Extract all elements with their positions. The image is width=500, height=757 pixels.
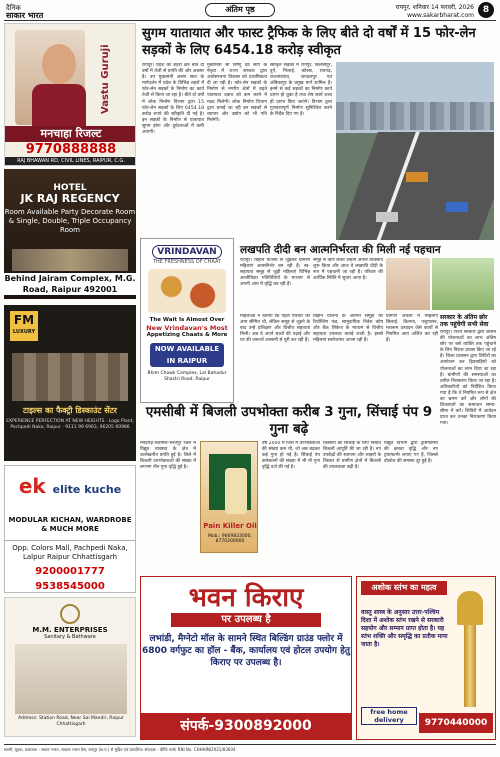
website-link[interactable]: www.sakarbharat.com <box>407 12 474 19</box>
imprint-footer: स्वामी, मुद्रक, प्रकाशक - सकार भारत, साकार भारत प्रेस, रायपुर (छ.ग.) से मुद्रित एवं प्रकाशित। संपादक - दीप्ति शर्मा। RNI No. CHHHIN/2021/83604 <box>4 744 496 752</box>
vrindavan-line-3: Appetizing Chaats & More <box>146 332 228 338</box>
vrindavan-address: Bhim Chowk Complex, Lal Bahadur Shastri Road, Raipur <box>147 371 227 382</box>
vrindavan-line-2: New Vrindavan's Most <box>146 324 228 332</box>
ashok-free-delivery: free home delivery <box>361 707 417 725</box>
masthead-daily: दैनिक <box>6 4 21 12</box>
side-story-headline: सरकार के अंतिम छोर तक पहुंचेगी सभी सेवा <box>440 314 489 328</box>
painkill-phone: Mob.: 9669833000, 8770200000 <box>208 534 252 544</box>
mm-name: M.M. ENTERPRISES <box>32 626 108 634</box>
story2-column-c: महिलाओं ने बताया कि पहले परिवार की आय सीमित थी, लेकिन समूह से जुड़ने के बाद उन्हें प्रशिक्षण और वित्तीय सहायता मिली। अब वे अपने बच्चों की पढ़ाई और घर की जरूरतें आसानी से पूरी कर रही हैं। <box>240 314 310 344</box>
vastu-face <box>42 44 76 84</box>
story3-headline: एमसीबी में बिजली उपभोक्ता करीब 3 गुना, सिंचाई पंप 9 गुना बढ़े <box>145 404 433 437</box>
hotel-rooms: Room Available Party Decorate Room & Single, Double, Triple Occupancy Room <box>4 208 136 234</box>
highway-car <box>376 212 398 222</box>
ad-vrindavan[interactable] <box>140 238 234 403</box>
vastu-phone: 9770888888 <box>25 142 117 157</box>
ad-hotel-jk-raj-regency[interactable] <box>4 169 136 299</box>
elite-logo-text: elite kuche <box>52 483 122 496</box>
ashok-phone: 9770440000 <box>419 713 493 733</box>
ad-elite-kuche[interactable] <box>4 465 136 593</box>
vrindavan-sub: THE FRESHNESS OF CHAAT <box>152 259 222 265</box>
vastu-shirt <box>32 84 86 130</box>
masthead-brand: साकार भारत <box>6 11 44 20</box>
lead-column-3: स्वीकृत सड़कों में रायपुर, बिलासपुर, दुर्ग, भिलाई, कोरबा, रायगढ़, राजनांदगांव, जगदलपुर एवं अंबिकापुर के प्रमुख मार्ग शामिल हैं। इनमें से कई सड़कों का निर्माण कार्य प्रारंभ हो चुका है तथा शेष कार्य जल्द ही प्रारंभ किए जाएंगे। विभाग द्वारा गुणवत्तापूर्ण निर्माण सुनिश्चित करने के निर्देश दिए गए हैं। <box>270 63 332 117</box>
elite-logo-mark: ek <box>18 474 46 498</box>
story2-photo-field <box>432 258 494 310</box>
hotel-address: Behind Jairam Complex, M.G. Road, Raipur 492001 <box>4 274 136 294</box>
hotel-name: JK RAJ REGENCY <box>20 192 120 205</box>
elite-tagline: MODULAR KICHAN, WARDROBE & MUCH MORE <box>8 516 132 533</box>
mm-emblem-icon <box>60 604 80 624</box>
ad-mm-enterprises[interactable] <box>4 597 136 737</box>
ad-pain-killer-oil[interactable] <box>200 441 258 553</box>
bhawan-contact: संपर्क-9300892000 <box>141 713 351 739</box>
lead-headline: सुगम यातायात और फास्ट ट्रैफिक के लिए बीते दो वर्षों में 15 फोर-लेन सड़कों के लिए 6454.18 करोड़ स्वीकृत <box>142 26 476 58</box>
bhawan-body: लभांडी, मैग्नेटो मॉल के सामने स्थित बिल्डिंग ग्राउंड फ्लोर में 6800 वर्गफुट का हॉल - बैंक, कार्यालय एवं होटल उपयोग हेतु किराए पर उपलब्ध है। <box>141 634 350 668</box>
ad-ashok-stambh[interactable] <box>356 576 496 740</box>
story3-column-j: विद्युत विभाग द्वारा ट्रांसफार्मरों की क्षमता वृद्धि और नए ट्रांसफार्मर लगाए गए हैं, जिससे वोल्टेज की समस्या दूर हुई है। <box>384 441 438 465</box>
elite-phone-1: 9200001777 <box>35 566 105 577</box>
mm-sub: Sanitary & Bathware <box>44 634 96 640</box>
ad-vastu-guruji[interactable] <box>4 23 136 166</box>
painkill-bottle <box>225 468 247 514</box>
ashok-pillar-column <box>464 625 476 707</box>
story2-headline: लखपति दीदी बन आत्मनिर्भरता की मिली नई पहचान <box>240 244 441 256</box>
hotel-building-image <box>12 249 128 271</box>
vastu-address: RAJ BHAWAN RD, CIVIL LINES, RAIPUR, C.G. <box>5 157 136 165</box>
story2-column-d: बिहान योजना के अंतर्गत समूहों को रिवॉल्विंग फंड, सामुदायिक निवेश कोष और बैंक लिंकेज के माध्यम से वित्तीय सहायता उपलब्ध कराई जाती है। इससे महिलाएं स्वरोजगार अपना रही हैं। <box>313 314 383 344</box>
highway-truck <box>446 202 468 212</box>
fm-logo <box>10 311 38 341</box>
hotel-label: HOTEL <box>53 183 87 193</box>
vrindavan-line-1: The Wait Is Almost Over <box>149 317 225 323</box>
mm-bathware-image <box>15 644 127 714</box>
painkill-name: Pain Killer Oil <box>203 522 257 530</box>
vastu-photo <box>15 30 85 125</box>
lead-column-1: रायपुर। प्रदेश का शहरी क्षेत्र बीते दो वर्षों में तेजी से प्रगति की ओर अग्रसर है। उप मुख्यमंत्री अरुण साव के मार्गदर्शन में प्रदेश के विभिन्न शहरों में फोर-लेन सड़कों के निर्माण का कार्य तेजी से किया जा रहा है। बीते दो वर्षों में लोक निर्माण विभाग द्वारा 15 फोर-लेन सड़कों के लिए 6454.18 करोड़ रुपये की स्वीकृति दी गई है। इन सड़कों के निर्माण से यातायात सुगम होगा और दुर्घटनाओं में कमी आएगी। <box>142 63 204 136</box>
story3-column-h: वर्ष 2000 में जिले में उपभोक्ताओं की संख्या कम थी, जो अब बढ़कर कई गुना हो गई है। सिंचाई पंप कनेक्शनों की संख्या में भी नौ गुना वृद्धि दर्ज की गई है। <box>262 441 320 471</box>
vrindavan-badge: NOW AVAILABLE IN RAIPUR <box>150 343 224 367</box>
story3-column-g: मनेंद्रगढ़-चिरमिरी-भरतपुर जिले में विद्युत व्यवस्था के क्षेत्र में उल्लेखनीय प्रगति हुई है। जिले में बिजली उपभोक्ताओं की संख्या में लगभग तीन गुना वृद्धि हुई है। <box>140 441 196 471</box>
issue-date: रायपुर, शनिवार 14 फरवरी, 2026 <box>395 4 474 11</box>
elite-phone-2: 9538545000 <box>35 581 105 592</box>
fm-logo-sub: LUXURY <box>12 329 36 335</box>
section-title: अंतिम पृष्ठ <box>205 3 275 17</box>
ad-fm-luxury-tiles[interactable] <box>4 305 136 461</box>
story2-column-b: समूह से ऋण लेकर उन्होंने अपना व्यवसाय शुरू किया और आज वे लखपति दीदी के रूप में पहचानी जा रही हैं। परिवार की आर्थिक स्थिति में सुधार आया है। <box>313 258 383 282</box>
vrindavan-food-image <box>148 269 226 313</box>
ashok-title: अशोक स्तंभ का महत्व <box>361 581 447 595</box>
masthead-right <box>396 4 474 20</box>
vastu-vertical-logo: Vastu Guruji <box>100 44 111 114</box>
highway-skyline <box>336 102 494 130</box>
bhawan-ribbon: पर उपलब्ध है <box>171 613 321 627</box>
fm-contact: EXPERIENCE PERFECTION AT NEW HEIGHTS · Logo Plant, Pachpedi Naka, Raipur · 9111 99 6963, 96205 60986 <box>6 419 134 430</box>
ashok-pillar-icon <box>453 591 487 711</box>
bhawan-title: भवन किराए <box>188 583 304 613</box>
elite-address: Opp. Colors Mall, Pachpedi Naka, Lalpur Raipur Chhattisgarh <box>5 540 135 562</box>
fm-title: टाइल्स का फैक्ट्री डिस्काउंट सेंटर <box>23 406 117 415</box>
fm-tiles-image <box>12 353 128 401</box>
vastu-name: मनचाहा रिजल्ट <box>5 126 136 142</box>
highway-truck <box>406 172 428 182</box>
story2-column-e: ग्रामीण अंचलों में महिलाएं सिलाई, किराना, पशुपालन, मशरूम उत्पादन जैसे कार्यों से नियमित आय अर्जित कर रही हैं। <box>386 314 438 344</box>
header-rule <box>4 20 496 21</box>
fm-logo-text: FM <box>13 313 35 327</box>
vrindavan-logo: VRINDAVAN <box>152 245 221 259</box>
highway-photo <box>336 62 494 240</box>
story2-photo-woman <box>386 258 430 310</box>
ashok-text: वास्तु शास्त्र के अनुसार उत्तर-पश्चिम दिशा में अशोक स्तंभ रखने से सरकारी सहयोग और सम्मान प्राप्त होता है। यह स्तंभ शक्ति और समृद्धि का प्रतीक माना जाता है। <box>361 609 448 648</box>
mm-address: Address: Station Road, Near Sai Mandir, Raipur Chhattisgarh <box>18 716 124 727</box>
story3-column-i: किसानों को सिंचाई के लिए निर्बाध बिजली आपूर्ति की जा रही है। नए उपकेंद्रों की स्थापना और लाइनों के विस्तार से ग्रामीण क्षेत्रों में बिजली की उपलब्धता बढ़ी है। <box>323 441 381 471</box>
elite-logo <box>5 474 135 498</box>
ashok-pillar-capital <box>457 591 483 625</box>
side-story-text: रायपुर। राज्य सरकार द्वारा शासन की योजनाओं का लाभ अंतिम छोर पर बसे व्यक्ति तक पहुंचाने के लिए निरंतर प्रयास किए जा रहे हैं। जिला प्रशासन द्वारा शिविरों का आयोजन कर हितग्राहियों को योजनाओं का लाभ दिया जा रहा है। ग्रामीणों की समस्याओं का त्वरित निराकरण किया जा रहा है। अधिकारियों को निर्देशित किया गया है कि वे नियमित रूप से क्षेत्र का भ्रमण करें और लोगों की शिकायतों का समाधान समय-सीमा में करें। शिविरों में आवेदन प्राप्त कर उनका निराकरण किया गया। <box>440 330 496 427</box>
ad-bhawan-kiraye[interactable] <box>140 576 352 740</box>
highway-road <box>336 132 494 240</box>
lead-column-2: मुख्यमंत्री श्री विष्णु देव साय के नेतृत्व में राज्य सरकार द्वारा अधोसंरचना विकास को प्राथमिकता दी जा रही है। फोर-लेन सड़कों के निर्माण से नगरीय क्षेत्रों में बढ़ते यातायात दबाव को कम करने में मदद मिलेगी। लोक निर्माण विभाग द्वारा बनाई जा रही इन सड़कों से व्यापार और उद्योग को भी गति मिलेगी। <box>207 63 267 123</box>
masthead-left <box>6 4 43 20</box>
page-number: 8 <box>478 2 494 18</box>
story2-column-a: रायपुर। बिहान योजना से जुड़कर ग्रामीण महिलाएं आत्मनिर्भर बन रही हैं। स्व-सहायता समूह से जुड़ी महिलाएं विभिन्न आजीविका गतिविधियों के माध्यम से अपनी आय में वृद्धि कर रही हैं। <box>240 258 310 288</box>
